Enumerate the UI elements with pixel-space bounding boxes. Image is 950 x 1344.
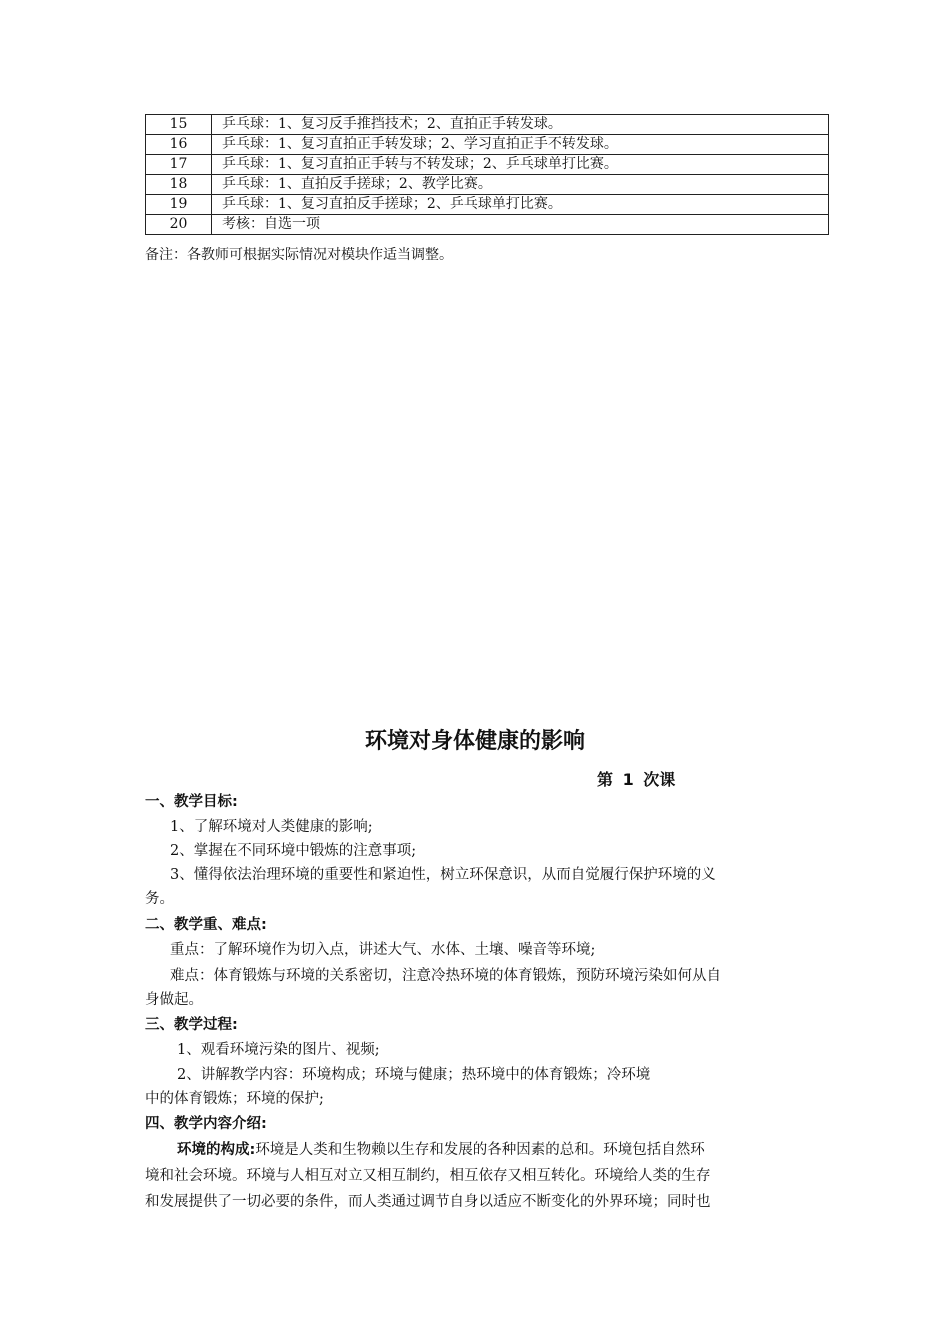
lesson-number: 第 1 次课 (597, 770, 676, 789)
section-heading-key-points: 二、教学重、难点: (145, 917, 267, 933)
process-item: 2、讲解教学内容：环境构成；环境与健康；热环境中的体育锻炼；冷环境 (177, 1067, 651, 1083)
objective-item-continued: 务。 (145, 891, 174, 907)
row-number: 15 (146, 115, 212, 135)
difficult-point-continued: 身做起。 (145, 992, 203, 1008)
row-content: 乒乓球：1、复习直拍正手转与不转发球；2、乒乓球单打比赛。 (212, 155, 829, 175)
content-paragraph-line: 和发展提供了一切必要的条件，而人类通过调节自身以适应不断变化的外界环境；同时也 (145, 1194, 711, 1210)
process-item-continued: 中的体育锻炼；环境的保护; (145, 1091, 324, 1107)
page-title: 环境对身体健康的影响 (364, 729, 585, 754)
row-number: 20 (146, 215, 212, 235)
table-row (146, 215, 829, 235)
content-paragraph-text: 环境是人类和生物赖以生存和发展的各种因素的总和。环境包括自然环 (255, 1142, 705, 1158)
table-row (146, 155, 829, 175)
objective-item: 3、懂得依法治理环境的重要性和紧迫性，树立环保意识，从而自觉履行保护环境的义 (170, 867, 716, 883)
section-heading-process: 三、教学过程: (145, 1017, 238, 1033)
table-row (146, 195, 829, 215)
table-note: 备注：各教师可根据实际情况对模块作适当调整。 (145, 247, 453, 263)
objective-item: 1、了解环境对人类健康的影响; (170, 819, 373, 835)
objective-item: 2、掌握在不同环境中锻炼的注意事项; (170, 843, 417, 859)
content-paragraph-line (177, 1140, 705, 1160)
row-content: 考核：自选一项 (212, 215, 829, 235)
table-row (146, 115, 829, 135)
row-content: 乒乓球：1、复习反手推挡技术；2、直拍正手转发球。 (212, 115, 829, 135)
section-heading-content: 四、教学内容介绍: (145, 1116, 267, 1132)
schedule-table (145, 114, 829, 235)
row-content: 乒乓球：1、复习直拍正手转发球；2、学习直拍正手不转发球。 (212, 135, 829, 155)
content-paragraph-line: 境和社会环境。环境与人相互对立又相互制约，相互依存又相互转化。环境给人类的生存 (145, 1168, 711, 1184)
row-number: 17 (146, 155, 212, 175)
table-row (146, 175, 829, 195)
row-content: 乒乓球：1、复习直拍反手搓球；2、乒乓球单打比赛。 (212, 195, 829, 215)
row-content: 乒乓球：1、直拍反手搓球；2、教学比赛。 (212, 175, 829, 195)
process-item: 1、观看环境污染的图片、视频; (177, 1042, 380, 1058)
table-row (146, 135, 829, 155)
row-number: 18 (146, 175, 212, 195)
section-heading-objectives: 一、教学目标: (145, 794, 238, 810)
key-point-text: 重点：了解环境作为切入点，讲述大气、水体、土壤、噪音等环境; (170, 942, 596, 958)
content-paragraph-lead: 环境的构成: (177, 1142, 256, 1158)
difficult-point-text: 难点：体育锻炼与环境的关系密切，注意冷热环境的体育锻炼，预防环境污染如何从自 (170, 968, 721, 984)
row-number: 19 (146, 195, 212, 215)
row-number: 16 (146, 135, 212, 155)
